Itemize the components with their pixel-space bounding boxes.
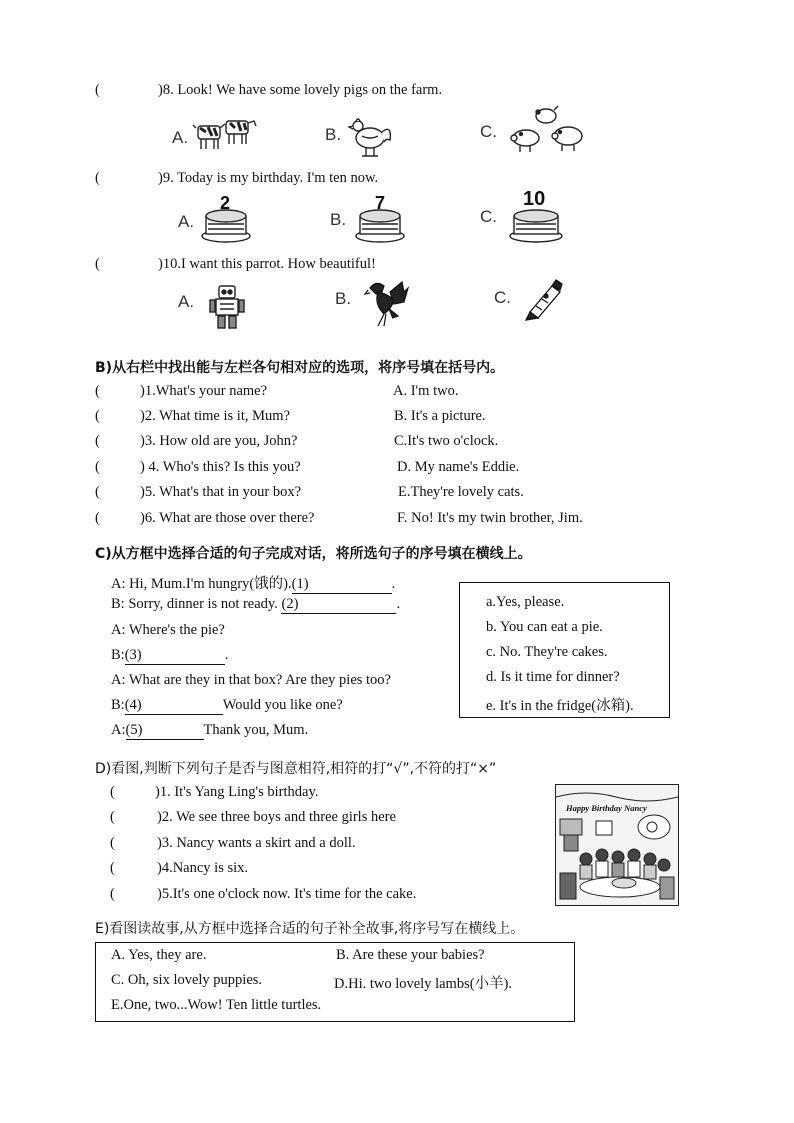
part-d-statement-2: )2. We see three boys and three girls here [157,809,396,825]
dialog-line-7: A:(5) Thank you, Mum. [111,722,309,738]
dialog-line-4: B:(3) . [111,647,229,663]
part-d-statement-1: )1. It's Yang Ling's birthday. [155,784,319,800]
blank-4[interactable]: (4) [125,697,223,715]
q8-option-a-label: A. [172,128,189,147]
option-a: a.Yes, please. [486,594,565,610]
part-d-paren-4[interactable]: ( [110,860,115,876]
part-b-answer-5: E.They're lovely cats. [398,484,524,500]
cake-7-number: 7 [375,193,386,213]
party-banner: Happy Birthday Nancy [566,803,647,813]
q10-paren[interactable]: ( [95,256,100,272]
part-d-paren-3[interactable]: ( [110,835,115,851]
q9-text: )9. Today is my birthday. I'm ten now. [158,170,379,186]
part-b-question-4: ) 4. Who's this? Is this you? [140,459,301,475]
q10-option-c-label: C. [494,288,511,307]
q10-option-b-label: B. [335,289,352,308]
q8-option-b-label: B. [325,125,342,144]
story-option-c: C. Oh, six lovely puppies. [111,972,263,988]
part-b-question-1: )1.What's your name? [140,383,268,399]
dialog-line-2-text: B: Sorry, dinner is not ready. [111,596,282,612]
part-d-statement-5: )5.It's one o'clock now. It's time for the cake. [157,886,417,902]
part-b-paren-4[interactable]: ( [95,459,100,475]
q8-option-c-label: C. [480,122,497,141]
pigs-picture[interactable] [508,104,590,156]
dialog-line-1-text: A: Hi, Mum.I'm hungry(饿的). [111,576,292,592]
dialog-line-3: A: Where's the pie? [111,622,225,638]
part-b-paren-2[interactable]: ( [95,408,100,424]
dialog-line-1: A: Hi, Mum.I'm hungry(饿的).(1) . [111,576,396,592]
cake-10-number: 10 [523,188,546,210]
part-c-options-box [459,582,670,718]
part-d-statement-3: )3. Nancy wants a skirt and a doll. [157,835,356,851]
crayon-picture[interactable] [524,278,564,322]
q9-option-b-label: B. [330,210,347,229]
story-option-a: A. Yes, they are. [111,947,207,963]
story-option-e: E.One, two...Wow! Ten little turtles. [111,997,322,1013]
part-e-options-box [95,942,575,1022]
chicken-picture[interactable] [346,112,396,162]
option-d: d. Is it time for dinner? [486,669,620,685]
option-b: b. You can eat a pie. [486,619,603,635]
option-e: e. It's in the fridge(冰箱). [486,698,634,714]
robot-picture[interactable] [208,284,246,330]
dialog-line-2: B: Sorry, dinner is not ready. (2) . [111,596,401,612]
blank-2[interactable]: (2) [281,596,396,614]
blank-1[interactable]: (1) [292,576,392,594]
part-b-question-2: )2. What time is it, Mum? [140,408,290,424]
cake-2-picture[interactable] [200,192,252,244]
part-b-answer-3: C.It's two o'clock. [394,433,499,449]
story-option-b: B. Are these your babies? [336,947,485,963]
part-e-title: E)看图读故事,从方框中选择合适的句子补全故事,将序号写在横线上。 [95,921,525,937]
part-b-answer-2: B. It's a picture. [394,408,486,424]
part-d-paren-5[interactable]: ( [110,886,115,902]
cake-2-number: 2 [220,193,231,213]
dialog-line-5: A: What are they in that box? Are they pies too? [111,672,391,688]
birthday-party-picture[interactable] [555,784,679,906]
part-b-paren-5[interactable]: ( [95,484,100,500]
option-c: c. No. They're cakes. [486,644,608,660]
blank-5[interactable]: (5) [126,722,204,740]
part-d-paren-2[interactable]: ( [110,809,115,825]
cake-7-picture[interactable] [354,192,406,244]
part-c-title: C)从方框中选择合适的句子完成对话，将所选句子的序号填在横线上。 [95,546,532,562]
q9-option-a-label: A. [178,212,195,231]
q8-paren[interactable]: ( [95,82,100,98]
q9-paren[interactable]: ( [95,170,100,186]
q9-option-c-label: C. [480,207,497,226]
part-b-question-6: )6. What are those over there? [140,510,315,526]
part-d-title: D)看图,判断下列句子是否与图意相符,相符的打“√”,不符的打“×” [95,761,497,777]
part-b-paren-6[interactable]: ( [95,510,100,526]
part-b-question-3: )3. How old are you, John? [140,433,298,449]
cows-picture[interactable] [192,116,258,156]
part-b-answer-1: A. I'm two. [393,383,459,399]
part-d-statement-4: )4.Nancy is six. [157,860,249,876]
dialog-line-6: B:(4) Would you like one? [111,697,343,713]
parrot-picture[interactable] [364,278,410,328]
q10-option-a-label: A. [178,292,195,311]
part-b-answer-4: D. My name's Eddie. [397,459,520,475]
blank-3[interactable]: (3) [125,647,225,665]
part-d-paren-1[interactable]: ( [110,784,115,800]
part-b-paren-3[interactable]: ( [95,433,100,449]
q10-text: )10.I want this parrot. How beautiful! [158,256,376,272]
story-option-d: D.Hi. two lovely lambs(小羊). [334,976,513,992]
q8-text: )8. Look! We have some lovely pigs on the farm. [158,82,443,98]
cake-10-picture[interactable] [508,188,564,244]
part-b-paren-1[interactable]: ( [95,383,100,399]
part-b-answer-6: F. No! It's my twin brother, Jim. [397,510,583,526]
part-b-question-5: )5. What's that in your box? [140,484,302,500]
part-b-title: B)从右栏中找出能与左栏各句相对应的选项，将序号填在括号内。 [95,360,505,376]
